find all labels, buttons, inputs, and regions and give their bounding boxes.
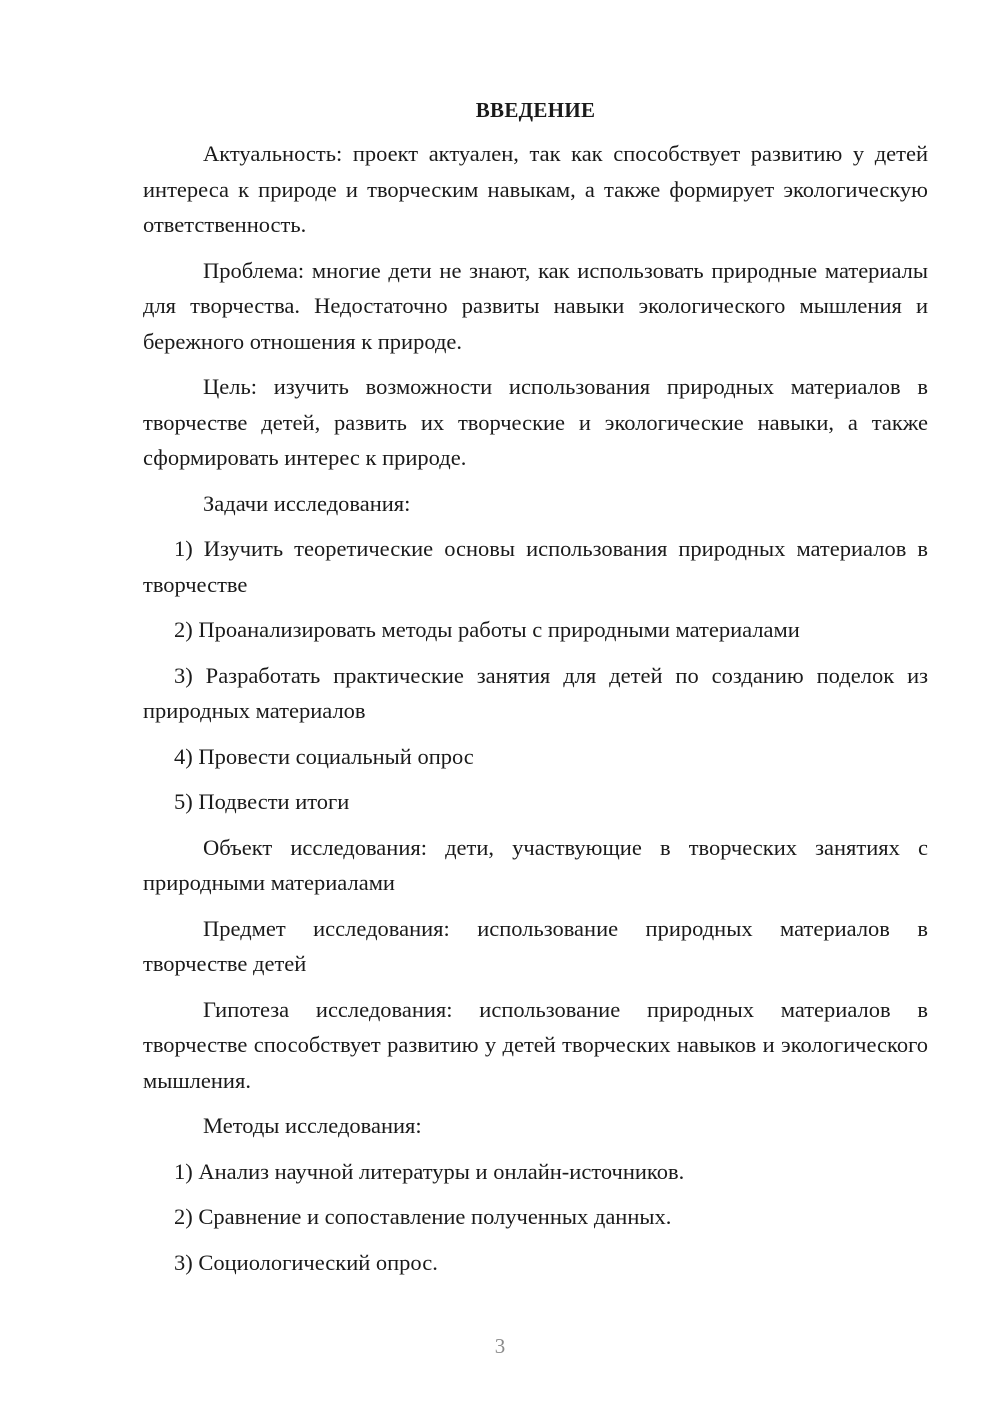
paragraph-object: Объект исследования: дети, участвующие в творческих занятиях с природными материалами xyxy=(143,834,928,895)
method-item-3: 3) Социологический опрос. xyxy=(174,1249,438,1275)
methods-heading: Методы исследования: xyxy=(203,1113,422,1138)
page-heading: ВВЕДЕНИЕ xyxy=(475,98,596,122)
page-number: 3 xyxy=(494,1334,506,1358)
paragraph-relevance: Актуальность: проект актуален, так как способствует развитию у детей интереса к природе и творческим навыкам, а также формирует экологическую ответственность. xyxy=(143,141,928,237)
task-item-3: 3) Разработать практические занятия для детей по созданию поделок из природных материалов xyxy=(143,662,928,723)
method-item-1: 1) Анализ научной литературы и онлайн-источников. xyxy=(174,1158,685,1184)
task-item-1: 1) Изучить теоретические основы использования природных материалов в творчестве xyxy=(143,536,928,597)
task-item-4: 4) Провести социальный опрос xyxy=(174,743,474,769)
task-item-2: 2) Проанализировать методы работы с природными материалами xyxy=(174,617,800,642)
method-item-2: 2) Сравнение и сопоставление полученных данных. xyxy=(174,1204,672,1229)
paragraph-problem: Проблема: многие дети не знают, как использовать природные материалы для творчества. Недостаточно развиты навыки экологического мышления и бережного отношения к природе. xyxy=(143,257,928,354)
task-item-5: 5) Подвести итоги xyxy=(174,789,350,814)
paragraph-hypothesis: Гипотеза исследования: использование природных материалов в творчестве способствует развитию у детей творческих навыков и экологического мышления. xyxy=(143,996,928,1093)
document-page xyxy=(143,94,928,1290)
tasks-heading: Задачи исследования: xyxy=(203,490,411,516)
paragraph-goal: Цель: изучить возможности использования природных материалов в творчестве детей, развить их творческие и экологические навыки, а также сформировать интерес к природе. xyxy=(143,374,928,470)
paragraph-subject: Предмет исследования: использование природных материалов в творчестве детей xyxy=(143,915,928,976)
